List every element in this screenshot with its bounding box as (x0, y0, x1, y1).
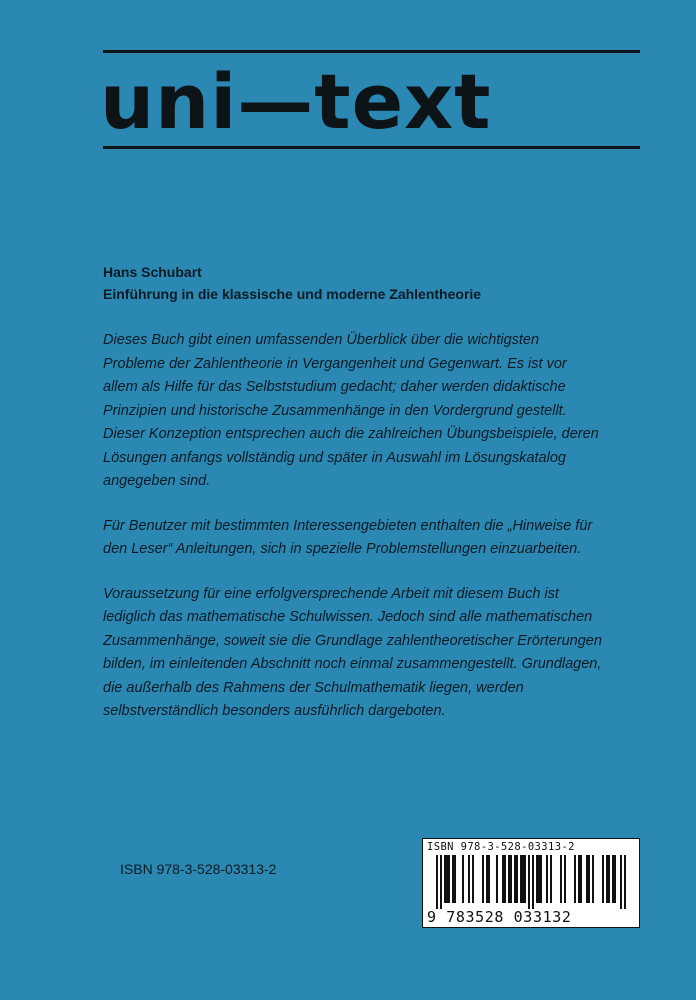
barcode-bar (620, 855, 622, 909)
barcode-bar (472, 855, 474, 903)
barcode-bar (586, 855, 588, 903)
barcode-bar (602, 855, 604, 903)
barcode (422, 838, 640, 928)
barcode-bar (452, 855, 454, 903)
isbn-text: ISBN 978-3-528-03313-2 (120, 861, 277, 877)
barcode-bar (436, 855, 438, 909)
barcode-bar (496, 855, 498, 903)
barcode-bar (528, 855, 530, 909)
barcode-bar (482, 855, 484, 903)
barcode-bar (546, 855, 548, 903)
barcode-bar (608, 855, 610, 903)
barcode-bar (592, 855, 594, 903)
barcode-bar (468, 855, 470, 903)
blurb-paragraph: Dieses Buch gibt einen umfassenden Überblick über die wichtigsten Probleme der Zahlentheorie in Vergangenheit und Gegenwart. Es ist vor allem als Hilfe für das Selbststudium gedacht; daher werden didaktische Prinzipien und historische Zusammenhänge in den Vordergrund gestellt. Dieser Konzeption entsprechen auch die zahlreichen Übungsbeispiele, deren Lösungen anfangs vollständig und später in Auswahl im Lösungskatalog angegeben sind. (103, 332, 599, 489)
blurb-paragraph: Für Benutzer mit bestimmten Interessengebieten enthalten die „Hinweise für den Leser“ Anleitungen, sich in spezielle Problemstellungen einzuarbeiten. (103, 517, 593, 557)
bottom-rule (103, 146, 640, 149)
barcode-bar (612, 855, 614, 903)
barcode-bar (540, 855, 542, 903)
series-title: uni—text (100, 57, 492, 146)
barcode-bar (486, 855, 488, 903)
barcode-bar (488, 855, 490, 903)
barcode-bar (560, 855, 562, 903)
barcode-bar (516, 855, 518, 903)
barcode-bar (550, 855, 552, 903)
barcode-bar (502, 855, 504, 903)
barcode-bar (574, 855, 576, 903)
barcode-bar (538, 855, 540, 903)
barcode-bar (588, 855, 590, 903)
barcode-bar (504, 855, 506, 903)
barcode-bar (440, 855, 442, 909)
barcode-bars (433, 855, 633, 909)
barcode-bar (532, 855, 534, 909)
barcode-bar (522, 855, 524, 903)
barcode-bar (520, 855, 522, 903)
barcode-bar (462, 855, 464, 903)
book-title: Einführung in die klassische und moderne Zahlentheorie (103, 286, 482, 302)
barcode-isbn-label: ISBN 978-3-528-03313-2 (427, 841, 575, 853)
barcode-bar (606, 855, 608, 903)
barcode-bar (448, 855, 450, 903)
barcode-bar (454, 855, 456, 903)
barcode-bar (446, 855, 448, 903)
barcode-bar (524, 855, 526, 903)
barcode-bar (510, 855, 512, 903)
blurb-text (103, 329, 603, 745)
top-rule (103, 50, 640, 53)
barcode-bar (444, 855, 446, 903)
barcode-bar (514, 855, 516, 903)
barcode-bar (564, 855, 566, 903)
blurb-paragraph: Voraussetzung für eine erfolgversprechende Arbeit mit diesem Buch ist lediglich das mathematische Schulwissen. Jedoch sind alle mathematischen Zusammenhänge, soweit sie die Grundlage zahlentheoretischer Erörterungen bilden, im einleitenden Abschnitt noch einmal zusammengestellt. Grundlagen, die außerhalb des Rahmens der Schulmathematik liegen, werden selbstverständlich besonders ausführlich dargeboten. (103, 585, 602, 719)
barcode-digits: 9 783528 033132 (427, 908, 572, 926)
barcode-bar (508, 855, 510, 903)
barcode-bar (614, 855, 616, 903)
barcode-bar (624, 855, 626, 909)
author-name: Hans Schubart (103, 264, 202, 280)
barcode-bar (580, 855, 582, 903)
barcode-bar (578, 855, 580, 903)
barcode-bar (536, 855, 538, 903)
